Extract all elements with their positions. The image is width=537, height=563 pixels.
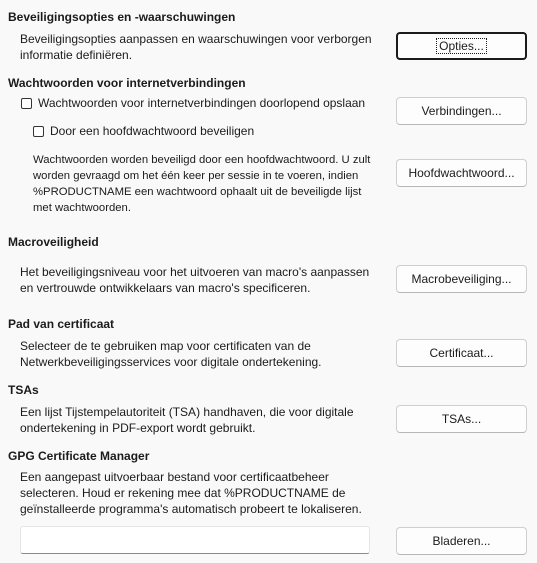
master-password-description-line: %PRODUCTNAME een wachtwoord ophaalt uit de beveiligde lijst (33, 186, 362, 198)
master-password-button[interactable]: Hoofdwachtwoord... (396, 159, 527, 187)
save-passwords-label: Wachtwoorden voor internetverbindingen doorlopend opslaan (38, 96, 366, 110)
macro-security-description-line: Het beveiligingsniveau voor het uitvoeren van macro's aanpassen (20, 265, 370, 279)
tsa-heading: TSAs (8, 383, 39, 397)
certificate-path-description-line: Selecteer de te gebruiken map voor certificaten van de (20, 339, 311, 353)
macro-security-description-line: en vertrouwde ontwikkelaars van macro's specificeren. (20, 281, 311, 295)
security-options-description (20, 31, 372, 63)
gpg-manager-description-line: Een aangepast uitvoerbaar bestand voor certificaatbeheer (20, 470, 329, 484)
save-passwords-option[interactable] (21, 96, 365, 110)
master-password-label: Door een hoofdwachtwoord beveiligen (50, 124, 255, 138)
macro-security-heading: Macroveiligheid (8, 235, 99, 249)
certificate-path-description (20, 338, 322, 370)
tsa-description (20, 404, 354, 436)
gpg-manager-heading: GPG Certificate Manager (8, 449, 150, 463)
certificate-path-heading: Pad van certificaat (8, 317, 115, 331)
master-password-description-line: worden gevraagd om het één keer per sessie in te voeren, indien (33, 170, 359, 182)
passwords-heading: Wachtwoorden voor internetverbindingen (8, 76, 246, 90)
master-password-option[interactable] (33, 124, 254, 138)
gpg-manager-description (20, 469, 362, 517)
security-options-description-line: informatie definiëren. (20, 48, 133, 62)
macro-security-button[interactable]: Macrobeveiliging... (396, 265, 527, 293)
gpg-manager-description-line: geïnstalleerde programma's automatisch probeert te lokaliseren. (20, 502, 362, 516)
certificate-button[interactable]: Certificaat... (396, 339, 527, 367)
connections-button[interactable]: Verbindingen... (396, 97, 527, 125)
certificate-path-description-line: Netwerkbeveiligingsservices voor digitale ondertekening. (20, 355, 322, 369)
macro-security-description (20, 264, 369, 296)
security-options-button-label: Opties... (436, 38, 487, 54)
master-password-description-line: Wachtwoorden worden beveiligd door een hoofdwachtwoord. U zult (33, 154, 371, 166)
save-passwords-checkbox[interactable] (21, 98, 32, 109)
security-options-description-line: Beveiligingsopties aanpassen en waarschuwingen voor verborgen (20, 32, 372, 46)
tsa-description-line: Een lijst Tijstempelautoriteit (TSA) handhaven, die voor digitale (20, 405, 354, 419)
gpg-path-input[interactable] (20, 526, 370, 554)
master-password-description (33, 152, 370, 216)
tsa-button[interactable]: TSAs... (396, 405, 527, 433)
gpg-manager-description-line: selecteren. Houd er rekening mee dat %PRODUCTNAME de (20, 486, 346, 500)
security-options-heading: Beveiligingsopties en -waarschuwingen (8, 10, 236, 24)
browse-button[interactable]: Bladeren... (396, 527, 527, 555)
security-options-button[interactable] (396, 32, 527, 60)
tsa-description-line: ondertekening in PDF-export wordt gebruikt. (20, 421, 256, 435)
master-password-checkbox[interactable] (33, 126, 44, 137)
master-password-description-line: met wachtwoorden. (33, 202, 131, 214)
